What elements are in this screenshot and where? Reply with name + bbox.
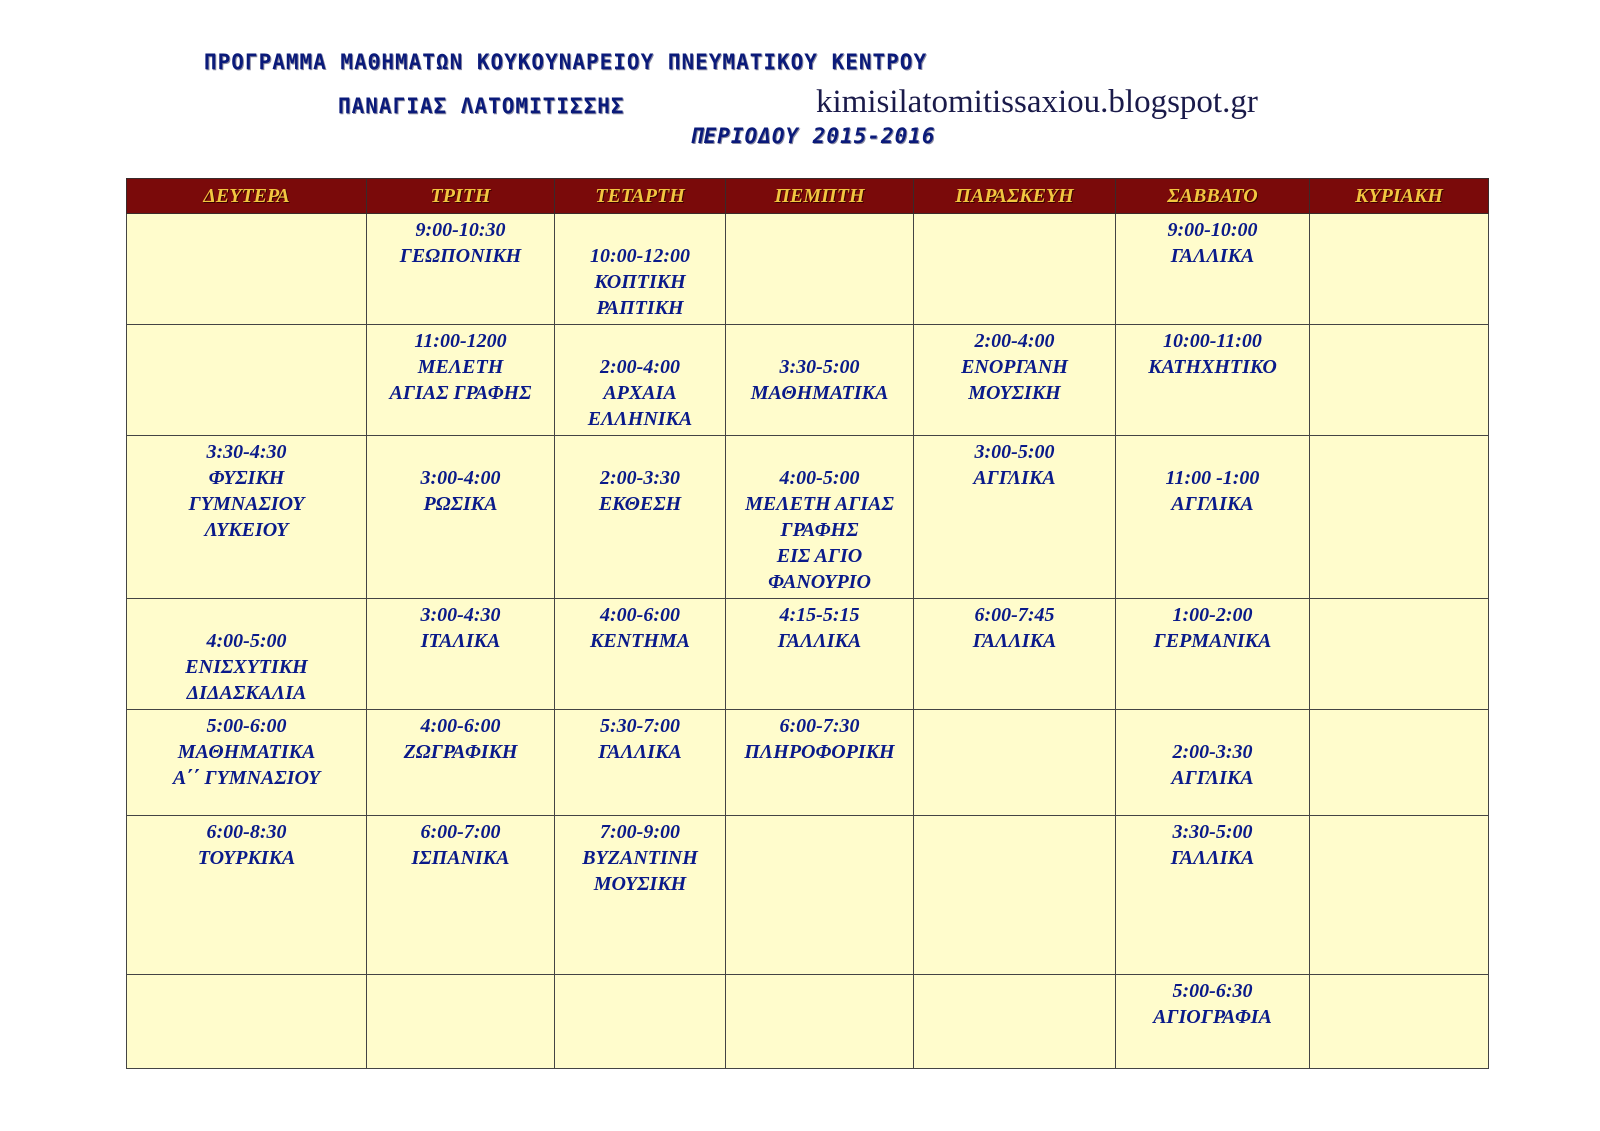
schedule-cell <box>555 975 726 1069</box>
schedule-cell <box>914 816 1116 975</box>
schedule-cell: 3:00-4:00 ΡΩΣΙΚΑ <box>367 436 555 599</box>
day-header-saturday: ΣΑΒΒΑΤΟ <box>1116 179 1310 214</box>
schedule-cell <box>914 975 1116 1069</box>
table-row <box>127 710 1489 816</box>
schedule-cell: 2:00-3:30 ΑΓΓΛΙΚΑ <box>1116 710 1310 816</box>
schedule-cell: 9:00-10:30 ΓΕΩΠΟΝΙΚΗ <box>367 214 555 325</box>
schedule-cell: 5:30-7:00 ΓΑΛΛΙΚΑ <box>555 710 726 816</box>
schedule-cell: 2:00-3:30 ΕΚΘΕΣΗ <box>555 436 726 599</box>
schedule-cell: 3:00-5:00 ΑΓΓΛΙΚΑ <box>914 436 1116 599</box>
table-row <box>127 325 1489 436</box>
schedule-cell <box>1310 599 1489 710</box>
schedule-cell <box>914 214 1116 325</box>
document-subtitle: ΠΑΝΑΓΙΑΣ ΛΑΤΟΜΙΤΙΣΣΗΣ <box>338 94 625 118</box>
schedule-cell <box>1310 436 1489 599</box>
schedule-cell: 5:00-6:30 ΑΓΙΟΓΡΑΦΙΑ <box>1116 975 1310 1069</box>
schedule-cell: 6:00-7:00 ΙΣΠΑΝΙΚΑ <box>367 816 555 975</box>
schedule-cell <box>127 325 367 436</box>
schedule-cell: 5:00-6:00 ΜΑΘΗΜΑΤΙΚΑ Α΄΄ ΓΥΜΝΑΣΙΟΥ <box>127 710 367 816</box>
schedule-cell: 10:00-11:00 ΚΑΤΗΧΗΤΙΚΟ <box>1116 325 1310 436</box>
schedule-cell: 2:00-4:00 ΑΡΧΑΙΑ ΕΛΛΗΝΙΚΑ <box>555 325 726 436</box>
table-row <box>127 975 1489 1069</box>
schedule-cell: 9:00-10:00 ΓΑΛΛΙΚΑ <box>1116 214 1310 325</box>
schedule-cell: 6:00-7:45 ΓΑΛΛΙΚΑ <box>914 599 1116 710</box>
schedule-cell: 3:30-4:30 ΦΥΣΙΚΗ ΓΥΜΝΑΣΙΟΥ ΛΥΚΕΙΟΥ <box>127 436 367 599</box>
table-row <box>127 214 1489 325</box>
schedule-cell: 4:00-6:00 ΚΕΝΤΗΜΑ <box>555 599 726 710</box>
document-title: ΠΡΟΓΡΑΜΜΑ ΜΑΘΗΜΑΤΩΝ ΚΟΥΚΟΥΝΑΡΕΙΟΥ ΠΝΕΥΜΑΤΙΚΟΥ ΚΕΝΤΡΟΥ <box>204 50 928 74</box>
schedule-cell: 7:00-9:00 ΒΥΖΑΝΤΙΝΗ ΜΟΥΣΙΚΗ <box>555 816 726 975</box>
table-row <box>127 599 1489 710</box>
schedule-cell <box>1310 975 1489 1069</box>
schedule-cell <box>726 214 914 325</box>
schedule-cell <box>1310 214 1489 325</box>
schedule-cell: 6:00-8:30 ΤΟΥΡΚΙΚΑ <box>127 816 367 975</box>
schedule-cell: 4:00-5:00 ΕΝΙΣΧΥΤΙΚΗ ΔΙΔΑΣΚΑΛΙΑ <box>127 599 367 710</box>
schedule-cell: 3:30-5:00 ΓΑΛΛΙΚΑ <box>1116 816 1310 975</box>
day-header-thursday: ΠΕΜΠΤΗ <box>726 179 914 214</box>
schedule-cell: 11:00 -1:00 ΑΓΓΛΙΚΑ <box>1116 436 1310 599</box>
schedule-cell: 1:00-2:00 ΓΕΡΜΑΝΙΚΑ <box>1116 599 1310 710</box>
schedule-cell <box>367 975 555 1069</box>
table-row <box>127 816 1489 975</box>
schedule-cell: 11:00-1200 ΜΕΛΕΤΗ ΑΓΙΑΣ ΓΡΑΦΗΣ <box>367 325 555 436</box>
schedule-cell: 3:00-4:30 ΙΤΑΛΙΚΑ <box>367 599 555 710</box>
day-header-tuesday: ΤΡΙΤΗ <box>367 179 555 214</box>
day-header-monday: ΔΕΥΤΕΡΑ <box>127 179 367 214</box>
schedule-cell <box>726 816 914 975</box>
blog-address: kimisilatomitissaxiou.blogspot.gr <box>816 84 1258 120</box>
day-header-sunday: ΚΥΡΙΑΚΗ <box>1310 179 1489 214</box>
schedule-cell: 4:15-5:15 ΓΑΛΛΙΚΑ <box>726 599 914 710</box>
day-header-friday: ΠΑΡΑΣΚΕΥΗ <box>914 179 1116 214</box>
period-label: ΠΕΡΙΟΔΟΥ 2015-2016 <box>690 124 936 148</box>
schedule-table <box>126 178 1489 1069</box>
schedule-cell <box>1310 325 1489 436</box>
schedule-cell: 3:30-5:00 ΜΑΘΗΜΑΤΙΚΑ <box>726 325 914 436</box>
schedule-cell: 4:00-5:00 ΜΕΛΕΤΗ ΑΓΙΑΣ ΓΡΑΦΗΣ ΕΙΣ ΑΓΙΟ ΦΑΝΟΥΡΙΟ <box>726 436 914 599</box>
schedule-cell: 6:00-7:30 ΠΛΗΡΟΦΟΡΙΚΗ <box>726 710 914 816</box>
schedule-cell <box>1310 816 1489 975</box>
day-header-wednesday: ΤΕΤΑΡΤΗ <box>555 179 726 214</box>
schedule-cell <box>127 975 367 1069</box>
schedule-cell <box>1310 710 1489 816</box>
schedule-cell <box>726 975 914 1069</box>
schedule-cell: 10:00-12:00 ΚΟΠΤΙΚΗ ΡΑΠΤΙΚΗ <box>555 214 726 325</box>
schedule-cell <box>127 214 367 325</box>
day-header-row <box>127 179 1489 214</box>
table-row <box>127 436 1489 599</box>
schedule-cell: 2:00-4:00 ΕΝΟΡΓΑΝΗ ΜΟΥΣΙΚΗ <box>914 325 1116 436</box>
schedule-cell <box>914 710 1116 816</box>
schedule-cell: 4:00-6:00 ΖΩΓΡΑΦΙΚΗ <box>367 710 555 816</box>
